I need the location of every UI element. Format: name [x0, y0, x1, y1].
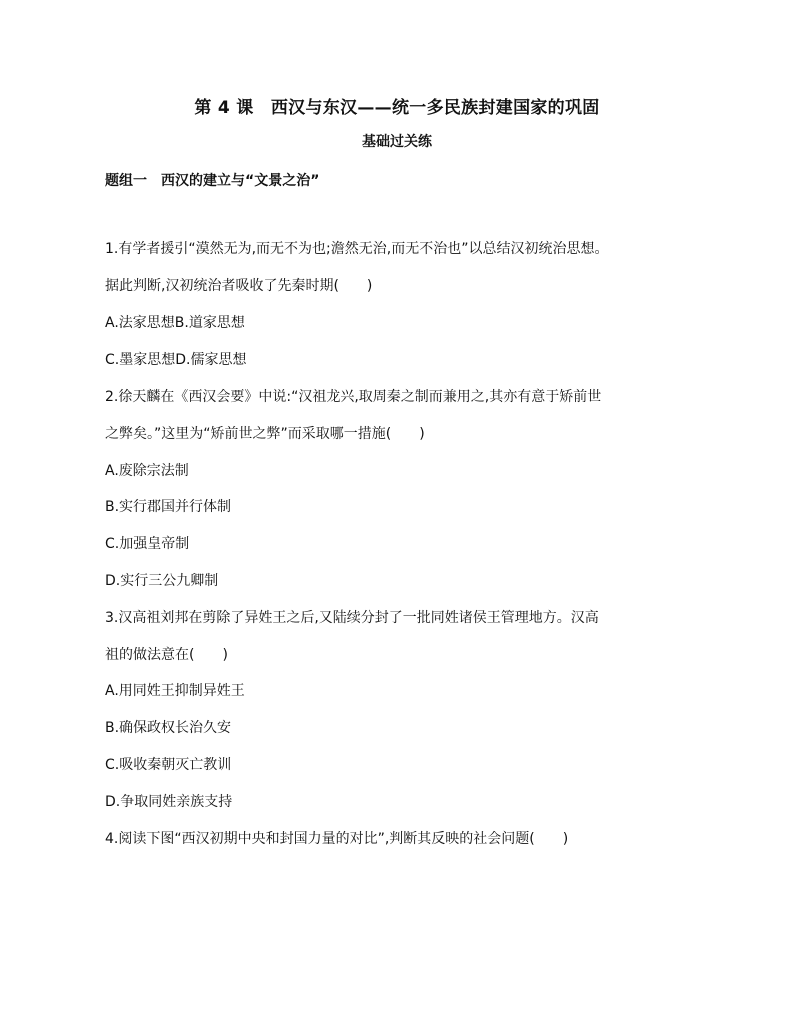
question-2-option-b: B.实行郡国并行体制: [105, 499, 232, 515]
question-group-heading: 题组一 西汉的建立与“文景之治”: [105, 173, 320, 189]
question-3-stem-line-2: 祖的做法意在( ): [105, 647, 228, 663]
question-1-option-line-2: C.墨家思想D.儒家思想: [105, 352, 247, 368]
question-3-stem-line-1: 3.汉高祖刘邦在剪除了异姓王之后,又陆续分封了一批同姓诸侯王管理地方。汉高: [105, 610, 599, 626]
question-3-option-b: B.确保政权长治久安: [105, 720, 232, 736]
question-3-option-a: A.用同姓王抑制异姓王: [105, 683, 245, 699]
question-1-stem-line-2: 据此判断,汉初统治者吸收了先秦时期( ): [105, 278, 373, 294]
section-subtitle: 基础过关练: [362, 134, 432, 150]
question-2-stem-line-2: 之弊矣。”这里为“矫前世之弊”而采取哪一措施( ): [105, 426, 425, 442]
question-1-stem-line-1: 1.有学者援引“漠然无为,而无不为也;澹然无治,而无不治也”以总结汉初统治思想。: [105, 241, 609, 257]
lesson-title: 第 4 课 西汉与东汉——统一多民族封建国家的巩固: [194, 98, 600, 118]
question-2-option-a: A.废除宗法制: [105, 463, 189, 479]
question-4-stem-line-1: 4.阅读下图“西汉初期中央和封国力量的对比”,判断其反映的社会问题( ): [105, 831, 569, 847]
question-1-option-line-1: A.法家思想B.道家思想: [105, 315, 245, 331]
question-3-option-d: D.争取同姓亲族支持: [105, 794, 233, 810]
question-2-option-d: D.实行三公九卿制: [105, 573, 219, 589]
question-2-stem-line-1: 2.徐天麟在《西汉会要》中说:“汉祖龙兴,取周秦之制而兼用之,其亦有意于矫前世: [105, 389, 602, 405]
question-3-option-c: C.吸收秦朝灭亡教训: [105, 757, 232, 773]
question-2-option-c: C.加强皇帝制: [105, 536, 190, 552]
